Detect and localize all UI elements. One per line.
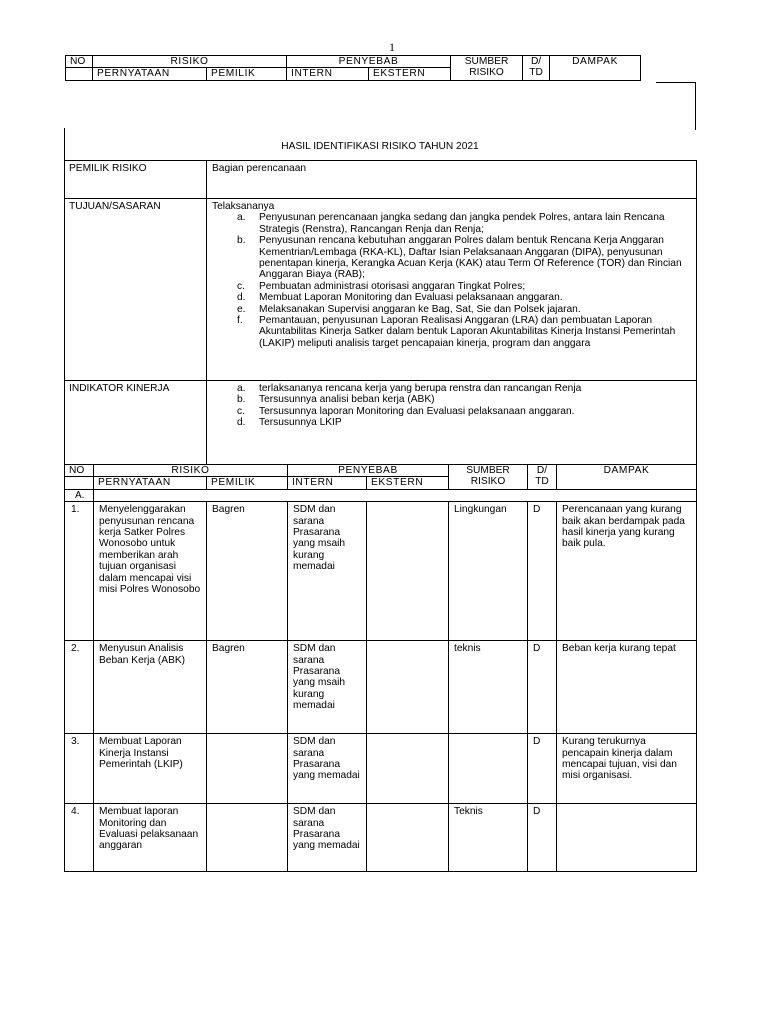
table-row [65, 641, 697, 734]
table-header-risiko: RISIKO [94, 465, 288, 477]
cell-ekstern [367, 804, 449, 872]
section-blank [94, 489, 697, 501]
cell-pernyataan: Menyusun Analisis Beban Kerja (ABK) [94, 641, 207, 734]
cell-dampak: Kurang terukurnya pencapain kinerja dalam mencapai tujuan, visi dan misi organisasi. [557, 734, 697, 804]
cell-intern: SDM dan sarana Prasarana yang memadai [288, 804, 367, 872]
table-header-pemilik: PEMILIK [207, 477, 288, 489]
tujuan-item-text: Melaksanakan Supervisi anggaran ke Bag, Sat, Sie dan Polsek jajaran. [259, 303, 581, 315]
cell-dtd: D [528, 502, 557, 641]
table-row [65, 804, 697, 872]
tujuan-label: TUJUAN/SASARAN [65, 199, 207, 381]
indikator-content [207, 381, 697, 465]
table-header-intern: INTERN [288, 477, 367, 489]
tujuan-item [212, 281, 691, 292]
tujuan-item-text: Pembuatan administrasi otorisasi anggaran Tingkat Polres; [259, 280, 526, 292]
cell-pemilik [207, 804, 288, 872]
cell-dampak [557, 804, 697, 872]
tujuan-item-text: Penyusunan rencana kebutuhan anggaran Polres dalam bentuk Rencana Kerja Anggaran Kementrian/Lembaga (RKA-KL), Daftar Isian Pelaksanaan Anggaran (DIPA), penyusunan penentapan kinerja, Kerangka Acuan Kerja (KAK) atau Term Of Reference (TOR) dan Rincian Anggaran Biaya (RAB); [259, 235, 682, 281]
cell-no: 1. [65, 502, 94, 641]
cell-dtd: D [528, 641, 557, 734]
indikator-item-marker: a. [237, 383, 246, 394]
page-title [65, 160, 697, 161]
cell-sumber: Teknis [449, 804, 528, 872]
cell-dampak: Perencanaan yang kurang baik akan berdampak pada hasil kinerja yang kurang baik pula. [557, 502, 697, 641]
indikator-label: INDIKATOR KINERJA [65, 381, 207, 465]
indikator-item [212, 417, 691, 428]
table-header-dtd-1: D/ [536, 465, 548, 476]
cell-intern: SDM dan sarana Prasarana yang memadai [288, 734, 367, 804]
tujuan-item-marker: b. [237, 235, 246, 247]
tujuan-item-text: Membuat Laporan Monitoring dan Evaluasi pelaksanaan anggaran. [259, 292, 563, 304]
cell-ekstern [367, 734, 449, 804]
table-header-sumber-risiko [449, 465, 528, 490]
header-ekstern: EKSTERN [369, 68, 451, 80]
header-pemilik: PEMILIK [207, 68, 287, 80]
header-dtd [523, 56, 550, 81]
indikator-item [212, 406, 691, 417]
tujuan-item-marker: f. [237, 315, 243, 327]
tujuan-item [212, 292, 691, 303]
cell-sumber [449, 734, 528, 804]
page-title-text: HASIL IDENTIFIKASI RISIKO TAHUN 2021 [281, 141, 479, 152]
indikator-item-marker: d. [237, 417, 246, 429]
cell-intern: SDM dan sarana Prasarana yang msaih kurang memadai [288, 502, 367, 641]
table-header-no: NO [65, 465, 94, 477]
frame-line-right [695, 82, 696, 130]
table-row [65, 502, 697, 641]
header-sumber-2: RISIKO [469, 67, 504, 79]
table-header-sumber: SUMBER [466, 465, 510, 476]
cell-no: 2. [65, 641, 94, 734]
cell-pemilik: Bagren [207, 502, 288, 641]
indikator-list [212, 383, 691, 429]
tujuan-item [212, 315, 691, 349]
table-header-penyebab: PENYEBAB [288, 465, 449, 477]
tujuan-item [212, 235, 691, 281]
tujuan-item-marker: d. [237, 292, 246, 304]
table-row [65, 734, 697, 804]
header-no-blank [66, 68, 93, 80]
tujuan-content [207, 199, 697, 381]
header-sumber: SUMBER [464, 56, 509, 67]
frame-line-top [656, 82, 696, 83]
cell-dtd: D [528, 804, 557, 872]
indikator-item-marker: b. [237, 394, 246, 406]
indikator-item [212, 383, 691, 394]
indikator-item-text: Tersusunnya LKIP [259, 417, 342, 429]
header-sumber-risiko [451, 56, 523, 81]
table-header-dtd [528, 465, 557, 490]
cell-dampak: Beban kerja kurang tepat [557, 641, 697, 734]
tujuan-item-marker: c. [237, 280, 245, 292]
pemilik-risiko-value: Bagian perencanaan [207, 161, 697, 199]
header-dampak: DAMPAK [550, 56, 641, 81]
cell-no: 3. [65, 734, 94, 804]
cell-pernyataan: Menyelenggarakan penyusunan rencana kerja Satker Polres Wonosobo untuk memberikan arah tujuan organisasi dalam mencapai visi misi Polres Wonosobo [94, 502, 207, 641]
indikator-item [212, 394, 691, 405]
tujuan-item-marker: a. [237, 212, 246, 224]
cell-sumber: teknis [449, 641, 528, 734]
risk-rows [65, 502, 697, 872]
tujuan-item-text: Pemantauan, penyusunan Laporan Realisasi Anggaran (LRA) dan pembuatan Laporan Akuntabilitas Kinerja Satker dalam bentuk Laporan Akuntabilitas Kinerja Instansi Pemerintah (LAKIP) meliputi analisis target pencapaian kinerja, program dan anggara [259, 315, 676, 349]
indikator-item-text: terlaksananya rencana kerja yang berupa renstra dan rancangan Renja [259, 383, 582, 394]
cell-no: 4. [65, 804, 94, 872]
tujuan-list [212, 212, 691, 349]
main-table [64, 160, 697, 872]
header-penyebab: PENYEBAB [287, 56, 451, 68]
table-header-sumber-2: RISIKO [470, 476, 506, 488]
tujuan-intro: Telaksananya [212, 201, 275, 212]
page-number: 1 [389, 40, 395, 54]
header-risiko: RISIKO [93, 56, 287, 68]
cell-ekstern [367, 641, 449, 734]
cell-pernyataan: Membuat laporan Monitoring dan Evaluasi pelaksanaan anggaran [94, 804, 207, 872]
table-header-dampak: DAMPAK [557, 465, 697, 490]
cell-pemilik: Bagren [207, 641, 288, 734]
cell-pemilik [207, 734, 288, 804]
table-header-no-blank [65, 477, 94, 489]
tujuan-item [212, 212, 691, 235]
header-dtd-1: D/ [530, 56, 542, 67]
header-no: NO [66, 56, 93, 68]
cell-intern: SDM dan sarana Prasarana yang msaih kurang memadai [288, 641, 367, 734]
header-pernyataan: PERNYATAAN [93, 68, 207, 80]
tujuan-item [212, 304, 691, 315]
cell-dtd: D [528, 734, 557, 804]
header-dtd-2: TD [529, 67, 543, 79]
tujuan-item-text: Penyusunan perencanaan jangka sedang dan jangka pendek Polres, antara lain Rencana Strategis (Renstra), Rancangan Renja dan Renja; [259, 212, 665, 235]
tujuan-item-marker: e. [237, 303, 246, 315]
table-header-ekstern: EKSTERN [367, 477, 449, 489]
header-intern: INTERN [287, 68, 369, 80]
section-label: A. [65, 489, 94, 501]
cell-pernyataan: Membuat Laporan Kinerja Instansi Pemerintah (LKIP) [94, 734, 207, 804]
top-header-table [65, 55, 641, 81]
table-header-pernyataan: PERNYATAAN [94, 477, 207, 489]
cell-sumber: Lingkungan [449, 502, 528, 641]
table-header-dtd-2: TD [535, 476, 549, 488]
cell-ekstern [367, 502, 449, 641]
indikator-item-marker: c. [237, 405, 245, 417]
indikator-item-text: Tersusunnya laporan Monitoring dan Evaluasi pelaksanaan anggaran. [259, 405, 575, 417]
pemilik-risiko-label: PEMILIK RISIKO [65, 161, 207, 199]
indikator-item-text: Tersusunnya analisi beban kerja (ABK) [259, 394, 435, 406]
